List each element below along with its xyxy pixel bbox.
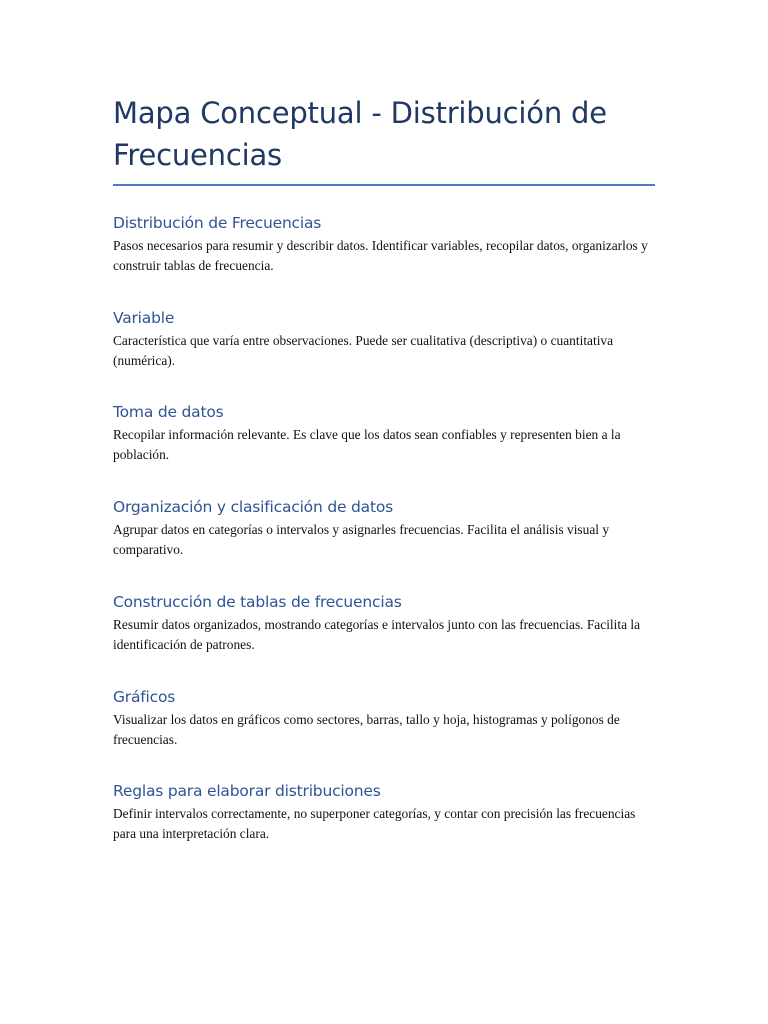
section-body: Característica que varía entre observaciones. Puede ser cualitativa (descriptiva) o cuantitativa (numérica).: [113, 333, 614, 368]
section-body: Visualizar los datos en gráficos como sectores, barras, tallo y hoja, histogramas y polígonos de frecuencias.: [113, 712, 620, 747]
section-toma-de-datos: [113, 402, 655, 464]
section-body: Definir intervalos correctamente, no superponer categorías, y contar con precisión las frecuencias para una interpretación clara.: [113, 806, 636, 841]
section-heading: Distribución de Frecuencias: [113, 214, 322, 232]
section-heading: Reglas para elaborar distribuciones: [113, 782, 381, 800]
section-heading: Variable: [113, 309, 175, 327]
section-heading: Toma de datos: [113, 403, 224, 421]
section-reglas-distribuciones: [113, 781, 655, 843]
section-variable: [113, 308, 655, 370]
section-body: Resumir datos organizados, mostrando categorías e intervalos junto con las frecuencias. Facilita la identificación de patrones.: [113, 617, 641, 652]
section-body: Agrupar datos en categorías o intervalos y asignarles frecuencias. Facilita el análisis visual y comparativo.: [113, 522, 610, 557]
section-organizacion-clasificacion: [113, 497, 655, 559]
document-title: Mapa Conceptual - Distribución de Frecuencias: [113, 92, 655, 186]
document-page: [113, 92, 655, 841]
section-graficos: [113, 687, 655, 749]
section-heading: Gráficos: [113, 688, 176, 706]
section-body: Pasos necesarios para resumir y describir datos. Identificar variables, recopilar datos, organizarlos y construir tablas de frecuencia.: [113, 238, 648, 273]
section-construccion-tablas: [113, 592, 655, 654]
section-heading: Organización y clasificación de datos: [113, 498, 393, 516]
section-body: Recopilar información relevante. Es clave que los datos sean confiables y representen bien a la población.: [113, 427, 621, 462]
section-heading: Construcción de tablas de frecuencias: [113, 593, 402, 611]
section-distribucion-frecuencias: [113, 213, 655, 275]
